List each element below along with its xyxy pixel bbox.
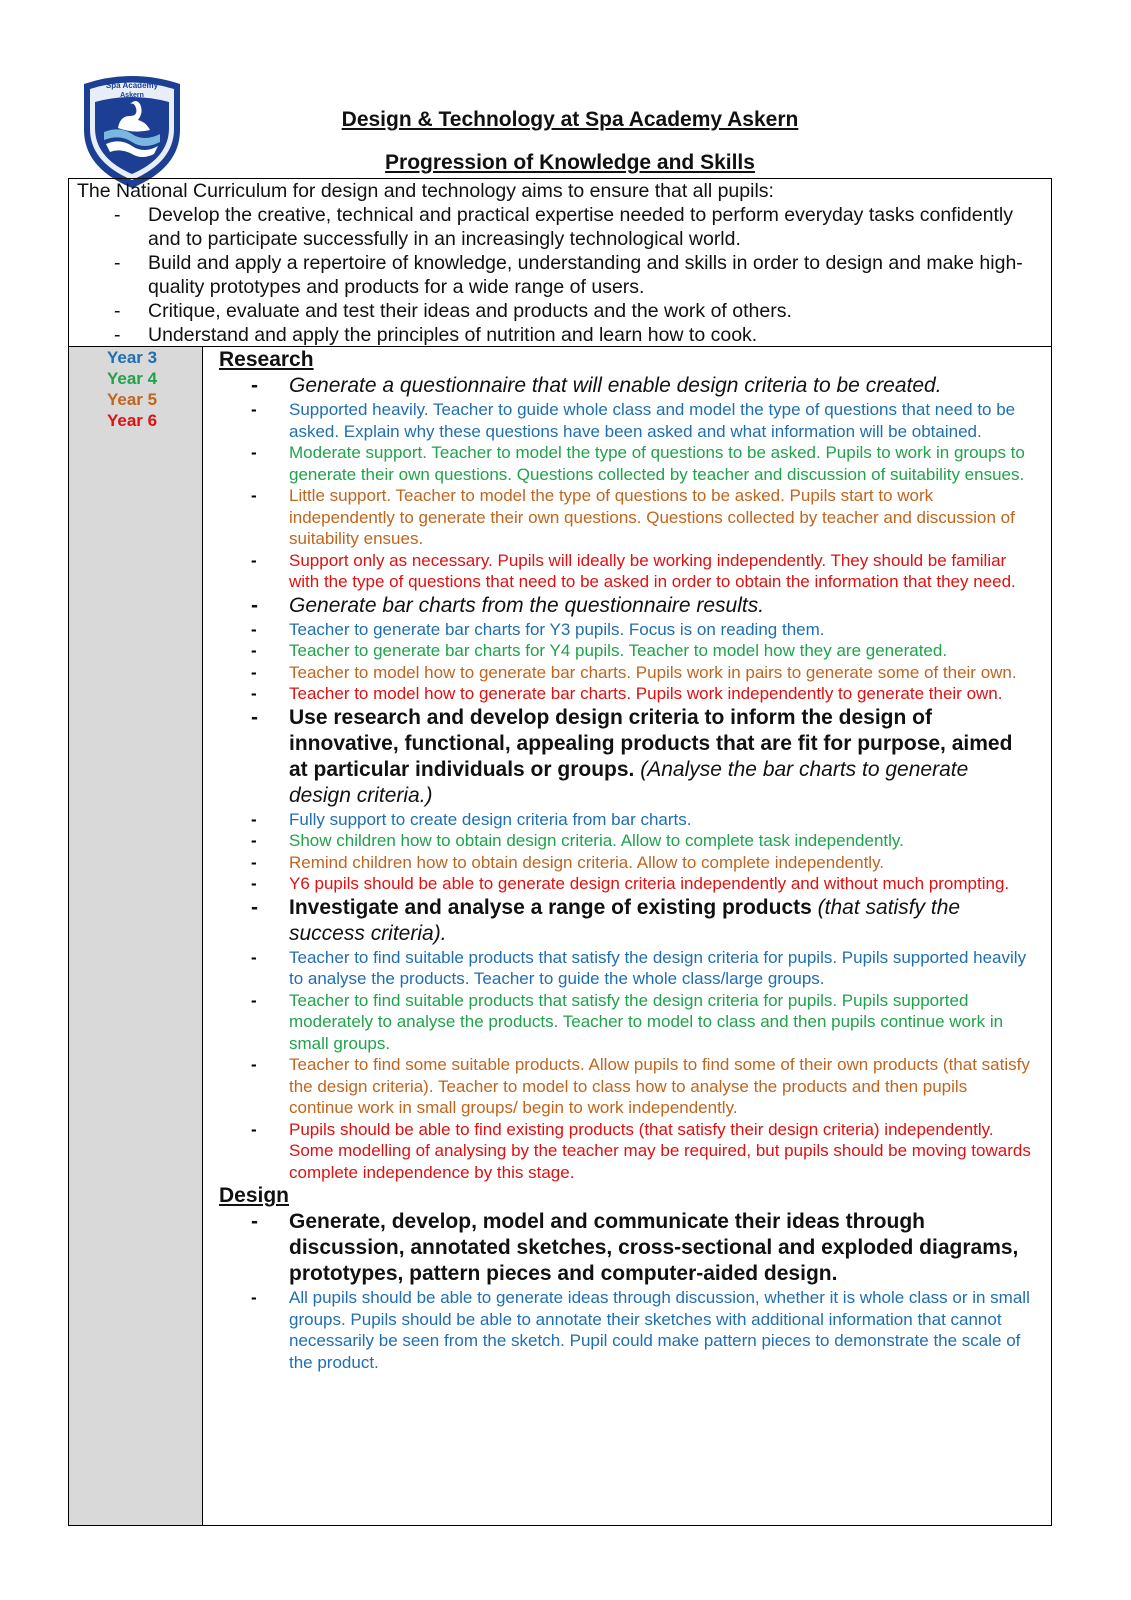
school-logo [80,72,184,190]
page-subtitle: Progression of Knowledge and Skills [385,151,755,174]
year-5-guidance: - Little support. Teacher to model the type of questions to be asked. Pupils start to work independently to generate their own questions. Questions collected by teacher and discussion of suitability ensues. [251,486,1015,548]
year-6-guidance: - Teacher to model how to generate bar charts. Pupils work independently to generate their own. [251,684,1003,703]
year-5-label: Year 5 [107,390,158,409]
research-objective-existing-products: - Investigate and analyse a range of existing products (that satisfy the success criteria). [251,895,961,945]
year-key [107,347,157,431]
national-curriculum-box [68,178,1052,346]
year-5-guidance: - Teacher to find some suitable products. Allow pupils to find some of their own products (that satisfy the design criteria). Teacher to model to class how to analyse the products and then pupils continue work in small groups/ begin to work independently. [251,1055,1030,1117]
nc-aim-item: - Understand and apply the principles of nutrition and learn how to cook. [114,324,758,346]
year-3-guidance: - Fully support to create design criteria from bar charts. [251,809,692,829]
nc-intro: The National Curriculum for design and technology aims to ensure that all pupils: [77,180,774,202]
year-key-column [69,347,203,1525]
page-title: Design & Technology at Spa Academy Askern [341,108,799,131]
content-column [203,347,1051,1525]
research-objective-design-criteria: - Use research and develop design criteria to inform the design of innovative, functional, appealing products that are fit for purpose, aimed at particular individuals or groups. (Analyse the bar charts to generate design criteria.) [251,705,1013,807]
logo-text-top: Spa Academy [105,81,159,90]
design-heading: Design [219,1184,290,1207]
progression-table [68,346,1052,1526]
year-6-guidance: - Pupils should be able to find existing products (that satisfy their design criteria) independently. Some modelling of analysing by the teacher may be required, but pupils should be moving towards complete independence by this stage. [251,1119,1031,1182]
year-4-guidance: - Moderate support. Teacher to model the type of questions to be asked. Pupils to work in groups to generate their own questions. Questions collected by teacher and discussion of suitability ensues. [251,443,1025,484]
nc-aims-list [69,203,1051,347]
year-3-guidance: - Supported heavily. Teacher to guide whole class and model the type of questions that need to be asked. Explain why these questions have been asked and what information will be obtained. [251,400,1016,441]
year-3-guidance: - Teacher to generate bar charts for Y3 pupils. Focus is on reading them. [251,619,825,639]
year-4-guidance: - Show children how to obtain design criteria. Allow to complete task independently. [251,831,904,850]
all-years-guidance: - All pupils should be able to generate ideas through discussion, whether it is whole class or in small groups. Pupils should be able to annotate their sketches with additional information that cannot necessarily be seen from the sketch. Pupil could make pattern pieces to demonstrate the scale of the product. [251,1288,1030,1372]
design-objective-communicate-ideas: - Generate, develop, model and communicate their ideas through discussion, annotated sketches, cross-sectional and exploded diagrams, prototypes, pattern pieces and computer-aided design. [251,1210,1019,1285]
year-5-guidance: - Teacher to model how to generate bar charts. Pupils work in pairs to generate some of their own. [251,662,1017,682]
year-6-guidance: - Support only as necessary. Pupils will ideally be working independently. They should be familiar with the type of questions that need to be asked in order to obtain the information that they need. [251,550,1016,591]
year-5-guidance: - Remind children how to obtain design criteria. Allow to complete independently. [251,852,885,872]
nc-aim-item: - Critique, evaluate and test their ideas and products and the work of others. [114,300,792,322]
year-6-guidance: - Y6 pupils should be able to generate design criteria independently and without much prompting. [251,874,1010,893]
year-4-guidance: - Teacher to find suitable products that satisfy the design criteria for pupils. Pupils supported moderately to analyse the products. Teacher to model to class and then pupils continue work in small groups. [251,990,1004,1053]
research-objective-questionnaire: - Generate a questionnaire that will enable design criteria to be created. [251,374,942,397]
year-6-label: Year 6 [107,411,158,430]
nc-aim-item: - Develop the creative, technical and practical expertise needed to perform everyday tasks confidently and to participate successfully in an increasingly technological world. [114,204,1013,250]
nc-aim-item: - Build and apply a repertoire of knowledge, understanding and skills in order to design and make high-quality prototypes and products for a wide range of users. [114,252,1023,298]
research-heading: Research [219,348,314,371]
research-objective-bar-charts: - Generate bar charts from the questionnaire results. [251,593,765,617]
logo-text-bottom: Askern [120,92,144,99]
year-4-label: Year 4 [107,369,158,388]
year-3-guidance: - Teacher to find suitable products that satisfy the design criteria for pupils. Pupils supported heavily to analyse the products. Teacher to guide the whole class/large groups. [251,947,1027,988]
year-3-label: Year 3 [107,348,158,367]
year-4-guidance: - Teacher to generate bar charts for Y4 pupils. Teacher to model how they are generated. [251,641,948,660]
